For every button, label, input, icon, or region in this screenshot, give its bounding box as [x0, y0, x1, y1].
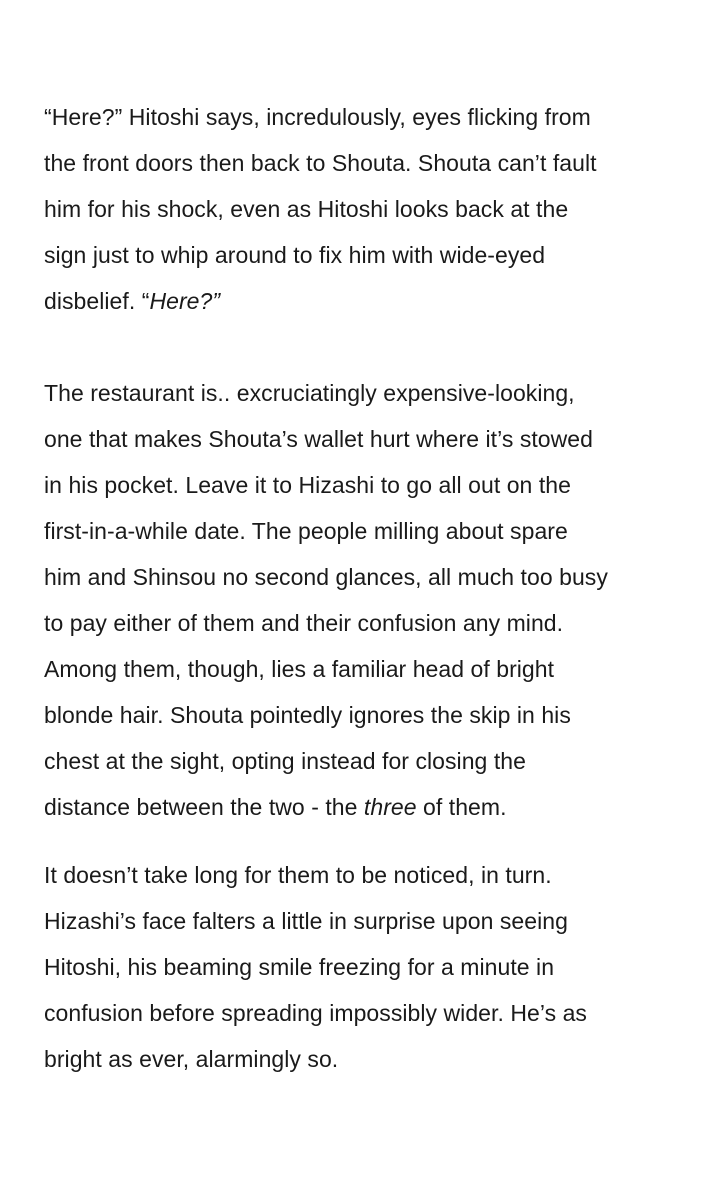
text-line: to pay either of them and their confusion any mind.	[44, 610, 564, 636]
text-line: It doesn’t take long for them to be noticed, in turn.	[44, 862, 552, 888]
text-line: him for his shock, even as Hitoshi looks back at the	[44, 196, 569, 222]
text-line: first-in-a-while date. The people milling about spare	[44, 518, 568, 544]
italic-text: Here?”	[149, 288, 221, 314]
text-line: Hitoshi, his beaming smile freezing for a minute in	[44, 954, 555, 980]
italic-text: three	[363, 794, 417, 820]
text-line: Among them, though, lies a familiar head of bright	[44, 656, 555, 682]
text-line: one that makes Shouta’s wallet hurt where it’s stowed	[44, 426, 593, 452]
text-line: The restaurant is.. excruciatingly expensive-looking,	[44, 380, 575, 406]
text-line: confusion before spreading impossibly wider. He’s as	[44, 1000, 587, 1026]
text-line: him and Shinsou no second glances, all much too busy	[44, 564, 608, 590]
text-line: disbelief. “Here?”	[44, 288, 221, 314]
text-line: sign just to whip around to fix him with wide-eyed	[44, 242, 546, 268]
text-line: chest at the sight, opting instead for closing the	[44, 748, 526, 774]
text-line: distance between the two - the three of them.	[44, 794, 507, 820]
text-line: Hizashi’s face falters a little in surprise upon seeing	[44, 908, 568, 934]
text-line: “Here?” Hitoshi says, incredulously, eyes flicking from	[44, 104, 591, 130]
text-line: the front doors then back to Shouta. Shouta can’t fault	[44, 150, 597, 176]
text-line: in his pocket. Leave it to Hizashi to go all out on the	[44, 472, 571, 498]
text-line: blonde hair. Shouta pointedly ignores the skip in his	[44, 702, 571, 728]
text-line: bright as ever, alarmingly so.	[44, 1046, 339, 1072]
